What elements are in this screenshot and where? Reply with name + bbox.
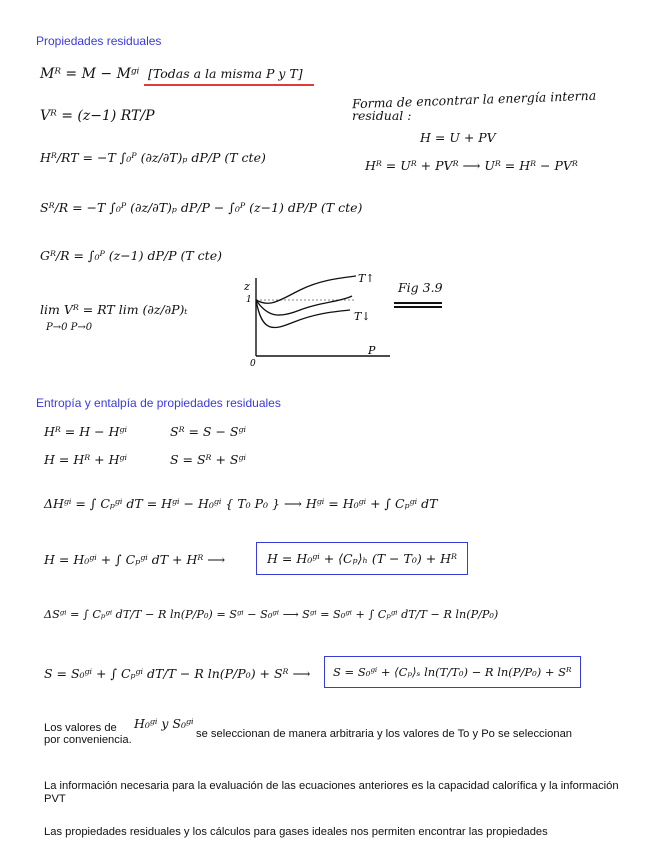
equation-hr: Hᴿ/RT = −T ∫₀ᴾ (∂z/∂T)ₚ dP/P (T cte) xyxy=(40,150,266,165)
paragraph-values-symbols: H₀ᵍⁱ y S₀ᵍⁱ xyxy=(134,716,194,731)
graph-y-tick: 1 xyxy=(246,295,252,305)
paragraph-values-line1-start: Los valores de xyxy=(44,722,117,734)
equation-h-sum: H = Hᴿ + Hᵍⁱ xyxy=(44,452,127,467)
section-heading-residual-properties: Propiedades residuales xyxy=(36,34,162,48)
paragraph-information: La información necesaria para la evaluación de las ecuaciones anteriores es la capacidad calorífica y la información PVT xyxy=(44,780,619,805)
side-note-title-line1: Forma de encontrar la energía interna xyxy=(351,87,597,112)
graph-x-label: P xyxy=(368,344,376,357)
paragraph-values-line1-end: se seleccionan de manera arbitraria y los valores de To y Po se seleccionan xyxy=(196,728,573,740)
equation-limit: lim Vᴿ = RT lim (∂z/∂P)ₜ xyxy=(40,302,188,317)
equation-s-sum: S = Sᴿ + Sᵍⁱ xyxy=(170,452,246,467)
equation-vr: Vᴿ = (z−1) RT/P xyxy=(40,108,155,124)
equation-s-boxed: S = S₀ᵍⁱ + ⟨Cₚ⟩ₛ ln(T/T₀) − R ln(P/P₀) + Sᴿ xyxy=(324,656,581,688)
figure-underline-1 xyxy=(394,302,442,304)
equation-delta-h-ideal: ΔHᵍⁱ = ∫ Cₚᵍⁱ dT = Hᵍⁱ − H₀ᵍⁱ { T₀ P₀ } ⟶ Hᵍⁱ = H₀ᵍⁱ + ∫ Cₚᵍⁱ dT xyxy=(44,496,438,511)
graph-down-label: T↓ xyxy=(354,310,371,323)
equation-limit-subscripts: P→0 P→0 xyxy=(46,322,93,333)
curve-mid-t xyxy=(256,296,352,315)
equation-s-full: S = S₀ᵍⁱ + ∫ Cₚᵍⁱ dT/T − R ln(P/P₀) + Sᴿ ⟶ xyxy=(44,666,311,681)
equation-delta-s-ideal: ΔSᵍⁱ = ∫ Cₚᵍⁱ dT/T − R ln(P/P₀) = Sᵍⁱ − S₀ᵍⁱ ⟶ Sᵍⁱ = S₀ᵍⁱ + ∫ Cₚᵍⁱ dT/T − R ln(P/P₀) xyxy=(44,608,499,621)
paragraph-residual-ideal: Las propiedades residuales y los cálculos para gases ideales nos permiten encontrar las propiedades xyxy=(44,826,548,838)
side-note-title-line2: residual : xyxy=(352,108,412,123)
equation-gr: Gᴿ/R = ∫₀ᴾ (z−1) dP/P (T cte) xyxy=(40,248,222,263)
side-equation-ur: Hᴿ = Uᴿ + PVᴿ ⟶ Uᴿ = Hᴿ − PVᴿ xyxy=(365,158,578,173)
note-same-p-t: [Todas a la misma P y T] xyxy=(148,66,303,81)
graph-up-label: T↑ xyxy=(358,272,375,285)
equation-hr-definition: Hᴿ = H − Hᵍⁱ xyxy=(44,424,127,439)
red-underline xyxy=(144,84,314,86)
graph-y-label: z xyxy=(244,280,250,293)
equation-mr-definition: Mᴿ = M − Mᵍⁱ xyxy=(40,66,140,82)
section-heading-entropy-enthalpy: Entropía y entalpía de propiedades residuales xyxy=(36,396,281,410)
z-vs-p-graph xyxy=(240,268,400,368)
equation-sr-definition: Sᴿ = S − Sᵍⁱ xyxy=(170,424,246,439)
equation-sr: Sᴿ/R = −T ∫₀ᴾ (∂z/∂T)ₚ dP/P − ∫₀ᴾ (z−1) dP/P (T cte) xyxy=(40,200,363,215)
figure-underline-2 xyxy=(394,306,442,308)
equation-h-boxed: H = H₀ᵍⁱ + ⟨Cₚ⟩ₕ (T − T₀) + Hᴿ xyxy=(256,542,468,575)
figure-label: Fig 3.9 xyxy=(398,280,443,295)
side-equation-h: H = U + PV xyxy=(420,130,496,145)
graph-origin: 0 xyxy=(250,359,256,368)
equation-h-full: H = H₀ᵍⁱ + ∫ Cₚᵍⁱ dT + Hᴿ ⟶ xyxy=(44,552,226,567)
paragraph-values-line2: por conveniencia. xyxy=(44,734,132,746)
